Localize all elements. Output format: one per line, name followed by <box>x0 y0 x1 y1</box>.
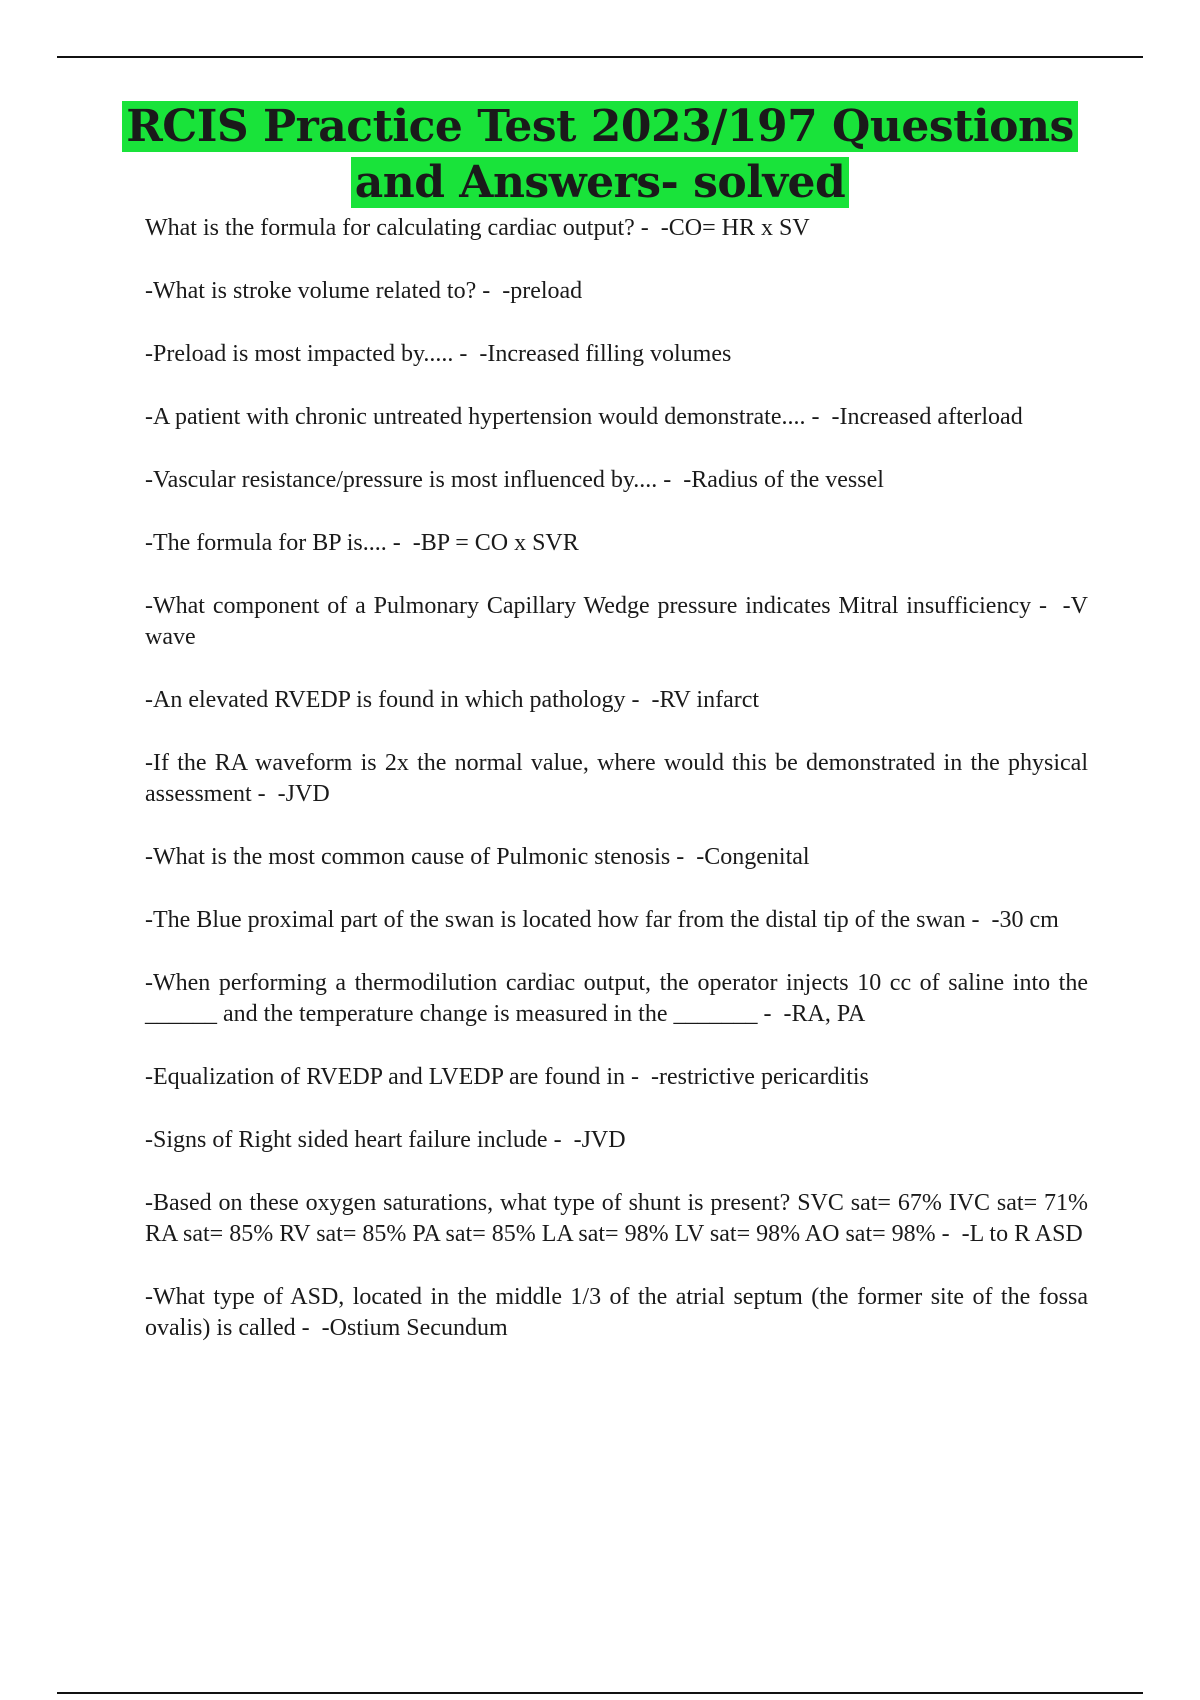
answer-text: -Ostium Secundum <box>321 1315 508 1341</box>
answer-text: -Increased filling volumes <box>479 341 732 367</box>
answer-text: -JVD <box>573 1127 626 1153</box>
qa-item <box>145 685 1088 716</box>
qa-separator: - <box>965 907 992 933</box>
answer-text: -CO= HR x SV <box>660 215 810 241</box>
qa-item <box>145 213 1088 244</box>
qa-separator: - <box>1031 593 1063 619</box>
question-text: -Signs of Right sided heart failure include <box>145 1127 548 1153</box>
qa-separator: - <box>625 687 652 713</box>
answer-text: -Increased afterload <box>831 404 1023 430</box>
answer-text: -preload <box>502 278 583 304</box>
qa-separator: - <box>670 844 697 870</box>
answer-text: -BP = CO x SVR <box>412 530 579 556</box>
question-text: -Preload is most impacted by..... <box>145 341 454 367</box>
qa-item <box>145 968 1088 1030</box>
qa-separator: - <box>757 1001 784 1027</box>
qa-item <box>145 748 1088 810</box>
qa-separator: - <box>386 530 413 556</box>
answer-text: -V wave <box>145 593 1088 650</box>
answer-text: -JVD <box>277 781 330 807</box>
answer-text: -Radius of the vessel <box>683 467 884 493</box>
question-text: -Equalization of RVEDP and LVEDP are found in <box>145 1064 625 1090</box>
answer-text: -RV infarct <box>651 687 760 713</box>
question-text: -The Blue proximal part of the swan is located how far from the distal tip of the swan <box>145 907 966 933</box>
question-text: -An elevated RVEDP is found in which pathology <box>145 687 626 713</box>
qa-item <box>145 528 1088 559</box>
question-text: -What is stroke volume related to? <box>145 278 477 304</box>
answer-text: -30 cm <box>991 907 1059 933</box>
answer-text: -L to R ASD <box>961 1221 1083 1247</box>
qa-item <box>145 1125 1088 1156</box>
title-line-1: RCIS Practice Test 2023/197 Questions <box>122 101 1078 152</box>
qa-separator: - <box>295 1315 322 1341</box>
question-text: -A patient with chronic untreated hypertension would demonstrate.... <box>145 404 806 430</box>
question-text: What is the formula for calculating cardiac output? <box>145 215 635 241</box>
top-rule <box>57 56 1143 58</box>
answer-text: -restrictive pericarditis <box>651 1064 869 1090</box>
qa-separator: - <box>547 1127 574 1153</box>
qa-item <box>145 276 1088 307</box>
qa-item <box>145 465 1088 496</box>
qa-separator: - <box>805 404 832 430</box>
document-title <box>60 99 1140 211</box>
qa-item <box>145 1282 1088 1344</box>
question-text: -Based on these oxygen saturations, what type of shunt is present? SVC sat= 67% IVC sat= 71% RA sat= 85% RV sat= 85% PA sat= 85% LA sat= 98% LV sat= 98% AO sat= 98% <box>145 1190 1088 1247</box>
qa-separator: - <box>935 1221 962 1247</box>
question-text: -What type of ASD, located in the middle 1/3 of the atrial septum (the former site of the fossa ovalis) is called <box>145 1284 1088 1341</box>
bottom-rule <box>57 1692 1143 1694</box>
qa-separator: - <box>453 341 480 367</box>
question-text: -What component of a Pulmonary Capillary Wedge pressure indicates Mitral insufficiency <box>145 593 1032 619</box>
qa-item <box>145 905 1088 936</box>
qa-item <box>145 1062 1088 1093</box>
qa-separator: - <box>476 278 503 304</box>
qa-item <box>145 402 1088 433</box>
qa-separator: - <box>657 467 684 493</box>
qa-item <box>145 339 1088 370</box>
qa-item <box>145 1188 1088 1250</box>
qa-list <box>145 213 1088 1376</box>
qa-item <box>145 842 1088 873</box>
qa-separator: - <box>625 1064 651 1090</box>
qa-separator: - <box>251 781 278 807</box>
title-line-2: and Answers- solved <box>351 157 850 208</box>
answer-text: -RA, PA <box>783 1001 866 1027</box>
qa-separator: - <box>634 215 661 241</box>
question-text: -The formula for BP is.... <box>145 530 387 556</box>
question-text: -Vascular resistance/pressure is most influenced by.... <box>145 467 658 493</box>
qa-item <box>145 591 1088 653</box>
answer-text: -Congenital <box>696 844 810 870</box>
question-text: -If the RA waveform is 2x the normal value, where would this be demonstrated in the physical assessment <box>145 750 1088 807</box>
question-text: -What is the most common cause of Pulmonic stenosis <box>145 844 671 870</box>
question-text: -When performing a thermodilution cardiac output, the operator injects 10 cc of saline into the ______ and the temperature change is measured in the _______ <box>145 970 1088 1027</box>
